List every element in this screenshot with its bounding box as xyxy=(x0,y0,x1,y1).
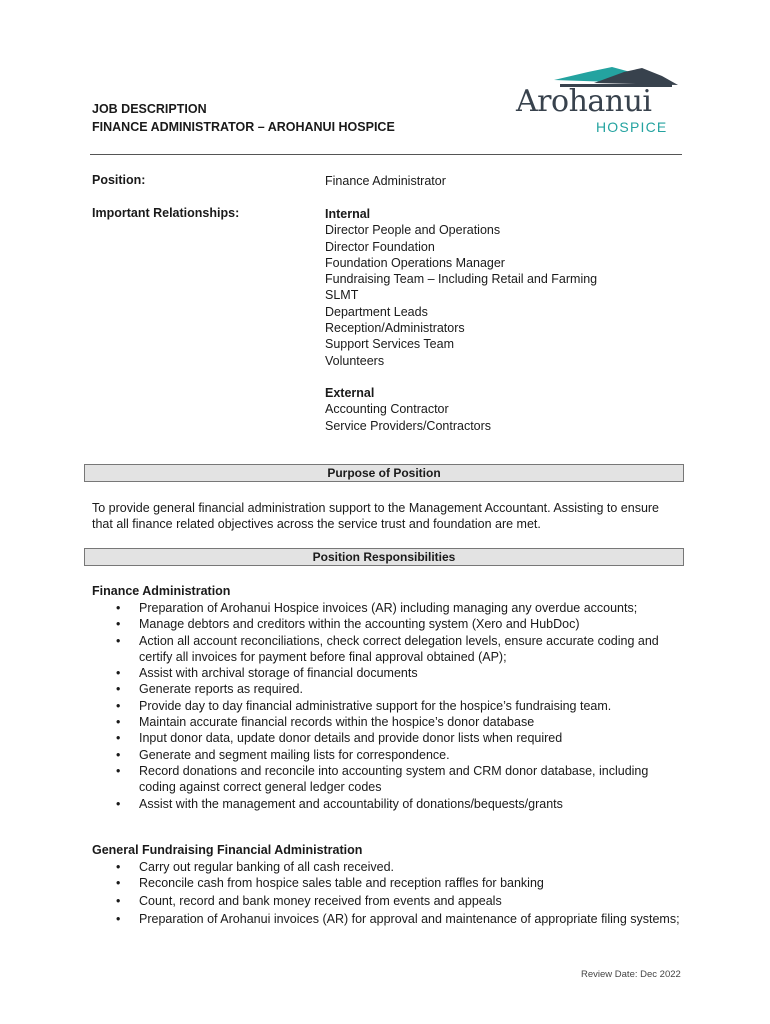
relationship-item: Fundraising Team – Including Retail and Farming xyxy=(325,272,598,287)
relationship-item: Department Leads xyxy=(325,304,428,319)
relationships-list xyxy=(325,206,597,434)
relationship-item: Accounting Contractor xyxy=(325,402,449,417)
list-item: • Preparation of Arohanui invoices (AR) for approval and maintenance of appropriate filing systems; xyxy=(92,911,682,927)
finance-admin-heading: Finance Administration xyxy=(92,584,231,598)
list-item: • Assist with archival storage of financial documents xyxy=(92,665,682,681)
relationship-item: Support Services Team xyxy=(325,337,454,352)
logo-subtitle: HOSPICE xyxy=(596,119,668,135)
relationships-label: Important Relationships: xyxy=(92,206,240,220)
responsibilities-heading-bar: Position Responsibilities xyxy=(84,548,684,566)
list-item: • Provide day to day financial administrative support for the hospice’s fundraising team. xyxy=(92,698,682,714)
list-item: • Carry out regular banking of all cash received. xyxy=(92,859,682,875)
list-item: • Manage debtors and creditors within the accounting system (Xero and HubDoc) xyxy=(92,616,682,632)
arohanui-logo xyxy=(516,64,684,140)
relationship-item: Reception/Administrators xyxy=(325,321,465,336)
title-line-1: JOB DESCRIPTION xyxy=(92,102,207,116)
list-item: • Input donor data, update donor details and provide donor lists when required xyxy=(92,730,682,746)
document-title xyxy=(92,100,395,136)
list-item: • Action all account reconciliations, check correct delegation levels, ensure accurate coding and certify all invoices for payment before final approval obtained (AP); xyxy=(92,633,682,666)
list-item: • Maintain accurate financial records within the hospice’s donor database xyxy=(92,714,682,730)
relationship-item: SLMT xyxy=(325,288,359,303)
logo-wordmark: Arohanui xyxy=(516,84,652,119)
relationship-item: Service Providers/Contractors xyxy=(325,418,492,433)
relationship-item: Foundation Operations Manager xyxy=(325,255,505,270)
position-label: Position: xyxy=(92,173,146,187)
list-item: • Generate reports as required. xyxy=(92,681,682,697)
finance-admin-list xyxy=(92,600,682,812)
purpose-text: To provide general financial administration support to the Management Accountant. Assisting to ensure that all finance related objectives across the service trust and foundation are met. xyxy=(92,501,660,532)
relationship-item: Director People and Operations xyxy=(325,223,501,238)
list-item: • Reconcile cash from hospice sales table and reception raffles for banking xyxy=(92,875,682,891)
position-value: Finance Administrator xyxy=(325,174,446,188)
review-date: Review Date: Dec 2022 xyxy=(581,969,681,980)
fundraising-heading: General Fundraising Financial Administration xyxy=(92,843,363,857)
list-item: • Assist with the management and accountability of donations/bequests/grants xyxy=(92,796,682,812)
relationship-item: Director Foundation xyxy=(325,239,435,254)
list-item: • Preparation of Arohanui Hospice invoices (AR) including managing any overdue accounts; xyxy=(92,600,682,616)
list-item: • Generate and segment mailing lists for correspondence. xyxy=(92,747,682,763)
header-divider xyxy=(90,154,682,155)
internal-heading: Internal xyxy=(325,207,371,221)
purpose-heading-bar: Purpose of Position xyxy=(84,464,684,482)
relationship-item: Volunteers xyxy=(325,353,385,368)
list-item: • Count, record and bank money received from events and appeals xyxy=(92,893,682,909)
external-heading: External xyxy=(325,385,375,400)
title-line-2: FINANCE ADMINISTRATOR – AROHANUI HOSPICE xyxy=(92,120,395,134)
list-item: • Record donations and reconcile into accounting system and CRM donor database, including coding against correct general ledger codes xyxy=(92,763,682,796)
fundraising-list xyxy=(92,859,682,927)
